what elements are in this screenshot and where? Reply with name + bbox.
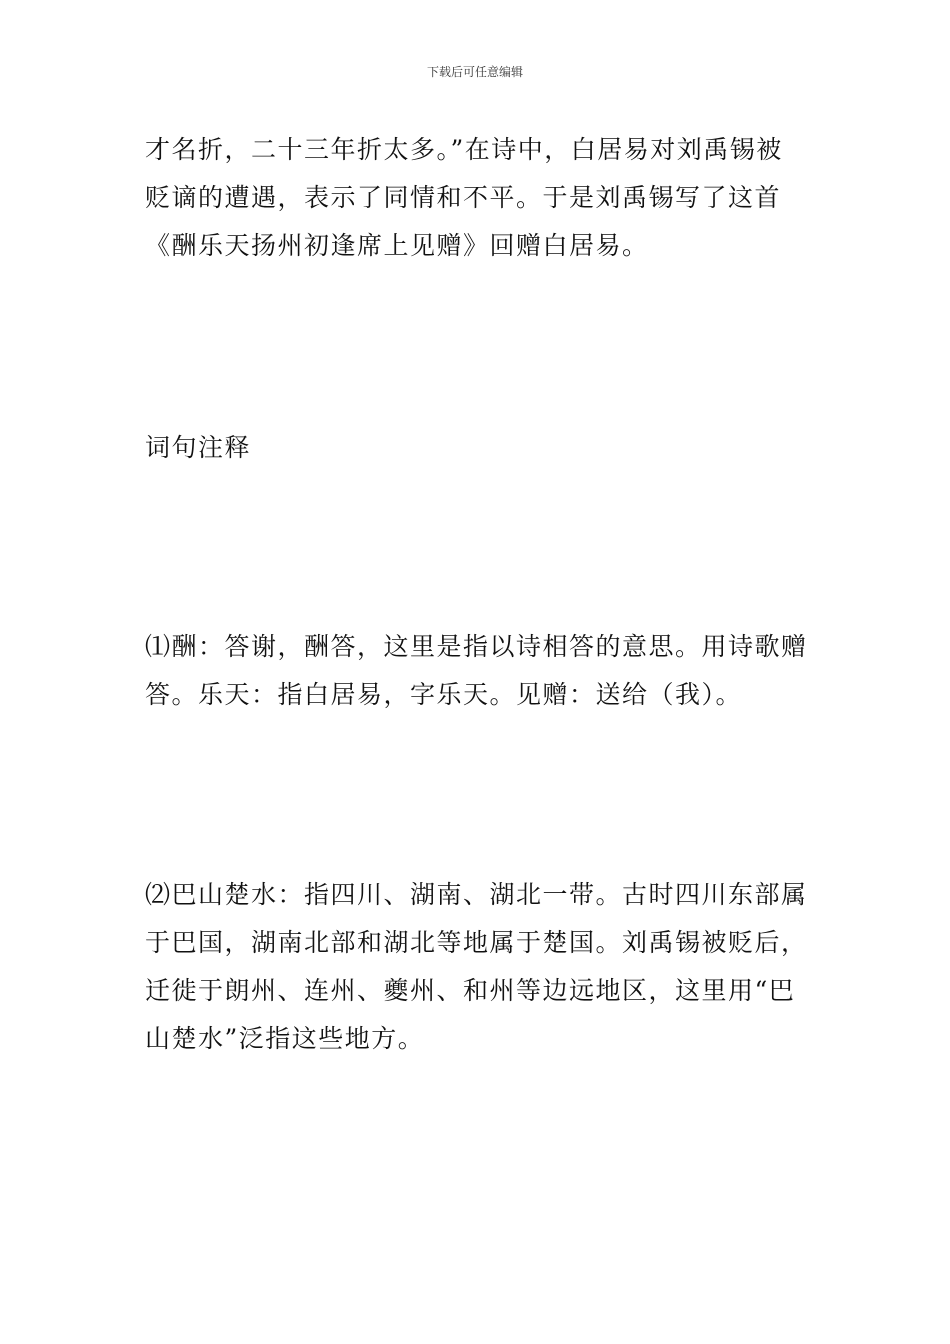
note-line: ⑴酬：答谢，酬答，这里是指以诗相答的意思。用诗歌赠 (145, 632, 808, 661)
intro-line: 贬谪的遭遇，表示了同情和不平。于是刘禹锡写了这首 (145, 183, 782, 212)
intro-paragraph (145, 126, 810, 270)
note-line: 答。乐天：指白居易，字乐天。见赠：送给（我）。 (145, 680, 743, 709)
note-paragraph-1 (145, 623, 810, 719)
note-line: ⑵巴山楚水：指四川、湖南、湖北一带。古时四川东部属 (145, 880, 808, 909)
section-heading: 词句注释 (145, 433, 252, 462)
note-paragraph-2 (145, 871, 810, 1063)
page-header: 下载后可任意编辑 (426, 65, 523, 79)
intro-line: 才名折，二十三年折太多。”在诗中，白居易对刘禹锡被 (145, 135, 783, 164)
note-line: 于巴国，湖南北部和湖北等地属于楚国。刘禹锡被贬后， (145, 928, 808, 957)
note-line: 迁徙于朗州、连州、夔州、和州等边远地区，这里用“巴 (145, 976, 796, 1005)
intro-line: 《酬乐天扬州初逢席上见赠》回赠白居易。 (145, 231, 649, 260)
note-line: 山楚水”泛指这些地方。 (145, 1024, 425, 1053)
